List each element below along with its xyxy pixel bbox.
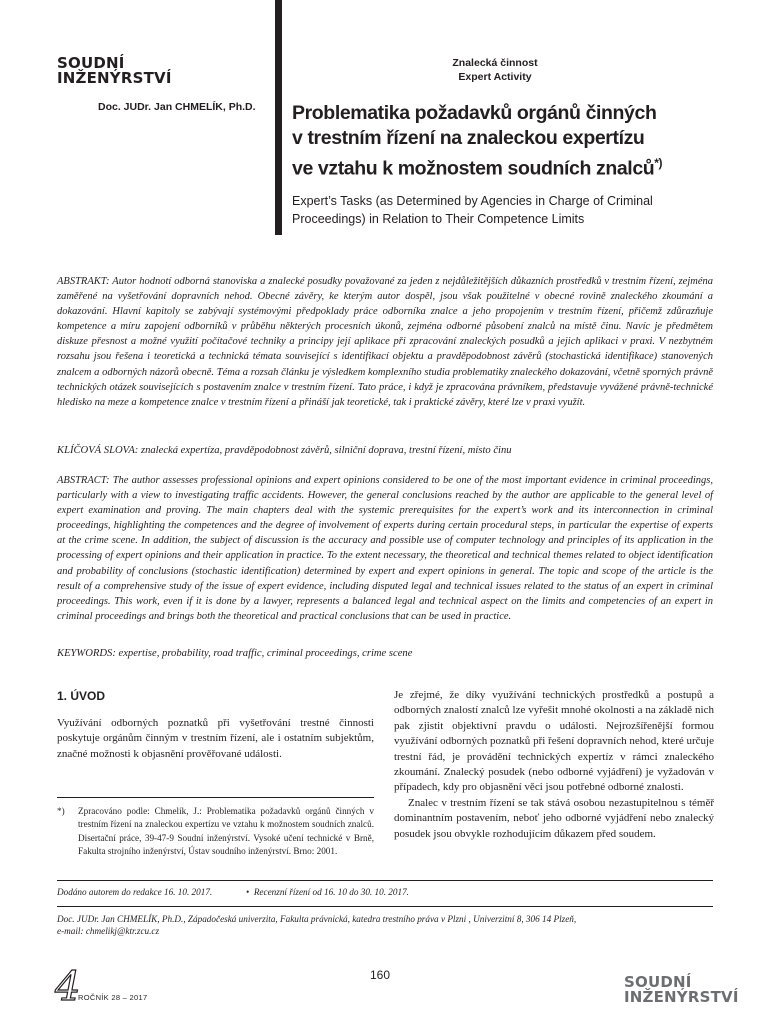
meta-divider-bottom [57, 906, 713, 907]
body-right-paragraph-2: Znalec v trestním řízení se tak stává osobou nezastupitelnou s téměř dominantním postavením, neboť jeho odborné vyjádření nebo znalecký posudek jsou obvykle rozhodujícím důkazem před soudem. [394, 796, 714, 840]
footnote-mark: *) [57, 806, 65, 816]
body-right-column [394, 688, 714, 842]
title-footnote-mark: *) [654, 156, 663, 170]
title-line-1: Problematika požadavků orgánů činných [292, 102, 657, 124]
footer-logo-line-1: SOUDNÍ [624, 973, 692, 991]
volume-year: ROČNÍK 28 – 2017 [78, 993, 148, 1002]
review-dates: • Recenzní řízení od 16. 10 do 30. 10. 2017. [246, 887, 409, 897]
keywords-en: KEYWORDS: expertise, probability, road traffic, criminal proceedings, crime scene [57, 648, 413, 659]
affiliation-email: e-mail: chmelikj@ktr.zcu.cz [57, 926, 160, 936]
body-left-paragraph: Využívání odborných poznatků při vyšetřování trestné činnosti poskytuje orgánům činným v trestním řízení, ale i ostatním subjektům, značné možnosti k objasnění prověřované události. [57, 717, 374, 760]
subtitle-line-2: Proceedings) in Relation to Their Competence Limits [292, 212, 585, 226]
footer-journal-logo [624, 975, 739, 1005]
logo-line-1: SOUDNÍ [57, 54, 125, 72]
category-cz: Znalecká činnost [452, 57, 538, 69]
footnote-text: Zpracováno podle: Chmelík, J.: Problematika požadavků orgánů činných v trestním řízení na znaleckou expertízu ve vztahu k možnostem soudních znalců. Disertační práce, 39-47-9 Soudní inženýrství. Vysoké učení technické v Brně, Fakulta strojního inženýrství, Ústav soudního inženýrství. Brno: 2001. [78, 806, 374, 856]
affiliation-line-1: Doc. JUDr. Jan CHMELÍK, Ph.D., Západočeská univerzita, Fakulta právnická, katedra trestního práva v Plzni , Univerzitní 8, 306 14 Plzeň, [57, 914, 577, 924]
author-affiliation [57, 913, 713, 937]
meta-divider-top [57, 880, 713, 881]
section-category [430, 56, 560, 84]
title-line-2: v trestním řízení na znaleckou expertízu [292, 127, 645, 149]
title-line-3: ve vztahu k možnostem soudních znalců*) [292, 156, 663, 180]
article-subtitle [292, 192, 732, 228]
footnote-divider [57, 797, 374, 798]
body-right-paragraph-1: Je zřejmé, že díky využívání technických prostředků a postupů a odborných znalostí znalců lze vyřešit mnohé okolnosti a na základě nich pak zjistit objektivní pravdu o události. Nejrozšířenější formou využívání odborných poznatků při řešení dopravních nehod, které určuje trestní řád, je provádění technických expertíz v rámci znaleckého zkoumání. Znalecký posudek (nebo odborné vyjádření) je vyžadován v případech, kdy pro objasnění věci jsou potřebné odborné znalosti. [394, 689, 714, 794]
issue-number: 4 [55, 964, 81, 1010]
section-heading-uvod: 1. ÚVOD [57, 689, 106, 703]
article-title [292, 101, 732, 182]
page-number: 160 [370, 968, 391, 982]
abstrakt-cz: ABSTRAKT: Autor hodnotí odborná stanoviska a znalecké posudky považované za jeden z nejdůležitějších důkazních prostředků v trestním řízení, zejména zaměřené na vyšetřování dopravních nehod. Obecné závěry, ke kterým autor dospěl, jsou však použitelné v obecné rovině znaleckého zkoumání a dokazování. Hlavní kapitoly se zabývají systémovými předpoklady práce odborníka znalce a jeho propojením v trestním řízení, přičemž zdůrazňuje kompetence a míru zapojení odborníků v průběhu některých procesních úkonů, zejména odborné působení znalců na místě činu. Navíc je předmětem diskuze přesnost a možné využití počítačové techniky a principy její aplikace při zpracování znaleckých posudků a jejich aplikaci v praxi. V nezbytném rozsahu jsou řešena i teoretická a technická témata související s identifikací objektu a pravděpodobnost závěrů (stochastická identifikace) stanovených znalcem a odborných názorů obecně. Téma a rozsah článku je výsledkem komplexního studia problematiky znaleckého dokazování, včetně sporných právně technických otázek souvisejících s postavením znalce v trestním řízení. Tato práce, i když je zpracována právníkem, představuje vyvážené právně-technické hledisko na meze a kompetence znalce v trestním řízení a přináší jak teoretické, tak i praktické závěry, které lze v praxi využít. [57, 276, 713, 408]
author-name: Doc. JUDr. Jan CHMELÍK, Ph.D. [98, 101, 256, 113]
subtitle-line-1: Expert’s Tasks (as Determined by Agencies in Charge of Criminal [292, 194, 653, 208]
category-en: Expert Activity [458, 71, 532, 83]
klicova-slova: KLÍČOVÁ SLOVA: znalecká expertíza, pravděpodobnost závěrů, silniční doprava, trestní řízení, místo činu [57, 445, 512, 456]
journal-logo [57, 56, 172, 86]
received-date: Dodáno autorem do redakce 16. 10. 2017. [57, 887, 213, 897]
abstract-en: ABSTRACT: The author assesses professional opinions and expert opinions considered to be one of the most important evidence in criminal proceedings, particularly with a view to investigating traffic accidents. However, the general conclusions reached by the author are applicable to the general level of expert examination and proving. The main chapters deal with the systemic prerequisites for the expert’s work and its interconnection in criminal proceedings, highlighting the competences and the degree of involvement of experts during certain procedural steps, in particular the expertise of experts at the crime scene. In addition, the subject of discussion is the accuracy and possible use of computer technology and principles of its application in the processing of expert opinions and their application in practice. To the extent necessary, the theoretical and technical themes related to object identification and probability of conclusions (stochastic identification) determined by expert and expert opinions in general. The topic and scope of the article is the result of a comprehensive study of the issue of expert evidence, including disputed legal and technical issues related to the status of an expert in criminal proceedings. This work, even if it is done by a lawyer, represents a balanced legal and technical aspect on the limits and competencies of an expert in criminal proceedings and brings both the theoretical and practical conclusions that can be used in practice. [57, 475, 713, 622]
logo-line-2: INŽENÝRSTVÍ [57, 69, 172, 87]
header-vertical-bar [275, 0, 282, 235]
footer-logo-line-2: INŽENÝRSTVÍ [624, 988, 739, 1006]
